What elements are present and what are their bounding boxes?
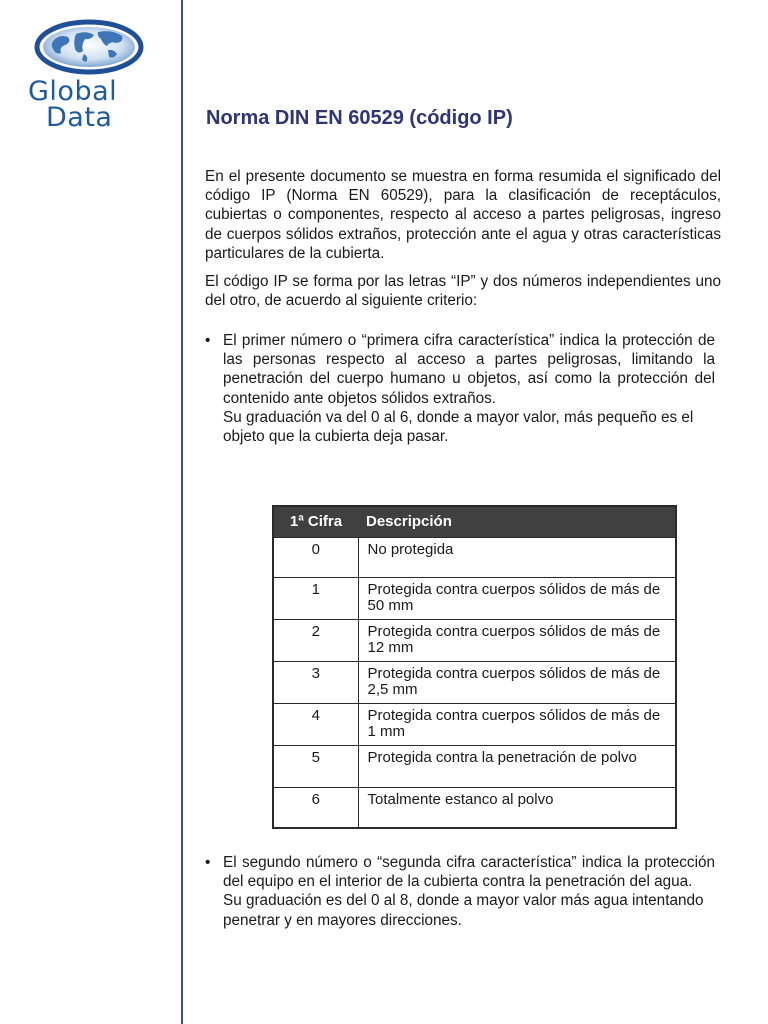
logo-word-global: Global <box>28 76 118 107</box>
cifra-cell: 6 <box>273 788 358 828</box>
descripcion-cell: Protegida contra cuerpos sólidos de más de 2,5 mm <box>358 662 676 704</box>
page-title: Norma DIN EN 60529 (código IP) <box>206 107 513 129</box>
descripcion-cell: Protegida contra cuerpos sólidos de más de 1 mm <box>358 704 676 746</box>
cifra-cell: 1 <box>273 578 358 620</box>
cifra-cell: 2 <box>273 620 358 662</box>
criteria-paragraph: El código IP se forma por las letras “IP” y dos números independientes uno del otro, de acuerdo al siguiente criterio: <box>205 273 721 310</box>
cifra-cell: 0 <box>273 538 358 578</box>
bullet-graduation-text: Su graduación va del 0 al 6, donde a mayor valor, más pequeño es el objeto que la cubierta deja pasar. <box>223 408 694 446</box>
bullet-second-digit <box>205 853 715 930</box>
bullet-graduation-text: Su graduación es del 0 al 8, donde a mayor valor más agua intentando penetrar y en mayores direcciones. <box>223 892 704 929</box>
bullet-text: El primer número o “primera cifra característica” indica la protección de las personas respecto al acceso a partes peligrosas, limitando la penetración del cuerpo humano u objetos, así como la protección del contenido ante objetos sólidos extraños. <box>223 332 715 407</box>
table-row <box>273 578 676 620</box>
header-cifra: 1ª Cifra <box>273 506 358 538</box>
descripcion-cell: No protegida <box>358 538 676 578</box>
table-row <box>273 788 676 828</box>
header-descripcion: Descripción <box>358 506 676 538</box>
descripcion-cell: Protegida contra cuerpos sólidos de más de 50 mm <box>358 578 676 620</box>
bullet-first-digit <box>205 331 715 446</box>
global-data-logo <box>24 18 174 133</box>
cifra-cell: 4 <box>273 704 358 746</box>
table-header-row <box>273 506 676 538</box>
bullet-symbol: • <box>205 332 211 349</box>
descripcion-cell: Totalmente estanco al polvo <box>358 788 676 828</box>
globe-icon <box>24 18 174 82</box>
intro-paragraph: En el presente documento se muestra en forma resumida el significado del código IP (Norma EN 60529), para la clasificación de receptáculos, cubiertas o componentes, respecto al acceso a partes peligrosas, ingreso de cuerpos sólidos extraños, protección ante el agua y otras características particulares de la cubierta. <box>205 168 721 262</box>
table-row <box>273 538 676 578</box>
bullet-text: El segundo número o “segunda cifra característica” indica la protección del equipo en el interior de la cubierta contra la penetración del agua. <box>223 854 715 891</box>
cifra-cell: 3 <box>273 662 358 704</box>
table-row <box>273 662 676 704</box>
table-row <box>273 704 676 746</box>
logo-word-data: Data <box>46 102 113 133</box>
cifra-cell: 5 <box>273 746 358 788</box>
descripcion-cell: Protegida contra la penetración de polvo <box>358 746 676 788</box>
vertical-rule <box>181 0 183 1024</box>
table-row <box>273 746 676 788</box>
first-digit-table <box>272 505 677 829</box>
descripcion-cell: Protegida contra cuerpos sólidos de más de 12 mm <box>358 620 676 662</box>
table-row <box>273 620 676 662</box>
bullet-symbol: • <box>205 854 211 871</box>
